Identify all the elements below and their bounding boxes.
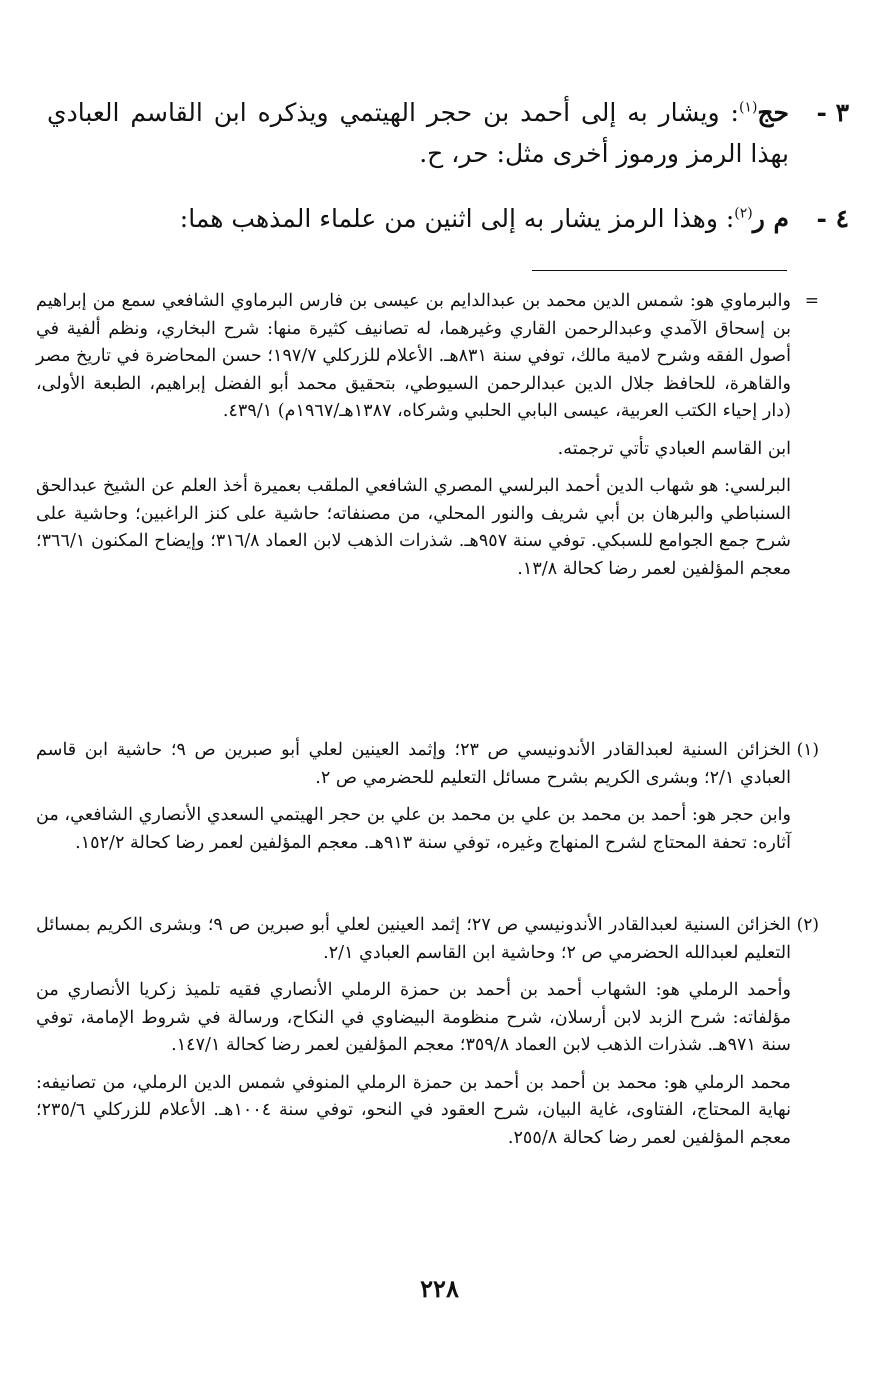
footnote-ref: (٢) [734, 205, 753, 222]
page-number: ٢٢٨ [420, 1274, 459, 1303]
continuation-mark: = [804, 291, 819, 311]
item-number: ٣ - [816, 98, 849, 127]
main-item-3 [47, 92, 849, 174]
footnote-paragraph: وأحمد الرملي هو: الشهاب أحمد بن أحمد بن حمزة الرملي الأنصاري فقيه تلميذ زكريا الأنصاري من مؤلفاته: شرح الزبد لابن أرسلان، شرح منظومة البيضاوي في النكاح، ورسالة في شروط الإمامة، توفي سنة ٩٧١هـ. شذرات الذهب لابن العماد ٣٥٩/٨؛ معجم المؤلفين لعمر رضا كحالة ١٤٧/١. [36, 980, 791, 1055]
footnote-paragraph: وابن حجر هو: أحمد بن محمد بن علي بن محمد بن علي بن حجر الهيتمي السعدي الأنصاري الشافعي، من آثاره: تحفة المحتاج لشرح المنهاج وغيره، توفي سنة ٩١٣هـ. معجم المؤلفين لعمر رضا كحالة ١٥٢/٢. [36, 805, 791, 853]
footnote-separator [532, 270, 787, 271]
main-item-4 [47, 198, 849, 239]
footnote-paragraph: الخزائن السنية لعبدالقادر الأندونيسي ص ٢٣؛ وإثمد العينين لعلي أبو صبرين ص ٩؛ حاشية ابن قاسم العبادي ٢/١؛ وبشرى الكريم بشرح مسائل التعليم للحضرمي ص ٢. [36, 740, 791, 788]
footnote-paragraph: الخزائن السنية لعبدالقادر الأندونيسي ص ٢٧؛ إثمد العينين لعلي أبو صبرين ص ٩؛ وبشرى الكريم بمسائل التعليم لعبدالله الحضرمي ص ٢؛ وحاشية ابن القاسم العبادي ٢/١. [36, 915, 791, 963]
footnote-ref: (١) [738, 99, 758, 116]
footnote-continued [36, 288, 819, 583]
item-text: : وهذا الرمز يشار به إلى اثنين من علماء المذهب هما: [179, 204, 735, 233]
footnote-2 [36, 912, 819, 1152]
footnote-paragraph: ابن القاسم العبادي تأتي ترجمته. [557, 438, 791, 459]
item-number: ٤ - [816, 204, 849, 233]
item-symbol: حج [757, 98, 789, 127]
footnote-mark: (١) [796, 740, 819, 760]
footnote-paragraph: البرلسي: هو شهاب الدين أحمد البرلسي المصري الشافعي الملقب بعميرة أخذ العلم عن الشيخ عبدالحق السنباطي والبرهان بن أبي شريف والنور المحلي، من مصنفاته؛ حاشية على كنز الراغبين؛ وحاشية على شرح جمع الجوامع للسبكي. توفي سنة ٩٥٧هـ. شذرات الذهب لابن العماد ٣١٦/٨؛ وإيضاح المكنون ٣٦٦/١؛ معجم المؤلفين لعمر رضا كحالة ١٣/٨. [36, 476, 791, 579]
footnote-mark: (٢) [796, 915, 819, 935]
footnote-paragraph: والبرماوي هو: شمس الدين محمد بن عبدالدايم بن عيسى بن فارس البرماوي الشافعي سمع من إبراهيم بن إسحاق الآمدي وعبدالرحمن القاري وغيرهما، له تصانيف كثيرة منها: شرح البخاري، ونظم ألفية في أصول الفقه وشرح لامية مالك، توفي سنة ٨٣١هـ. الأعلام للزركلي ١٩٧/٧؛ حسن المحاضرة في تاريخ مصر والقاهرة، للحافظ جلال الدين عبدالرحمن السيوطي، بتحقيق محمد أبو الفضل إبراهيم، الطبعة الأولى، (دار إحياء الكتب العربية، عيسى البابي الحلبي وشركاه، ١٣٨٧هـ/١٩٦٧م) ٤٣٩/١. [36, 291, 791, 421]
footnote-1 [36, 737, 819, 857]
footnote-paragraph: محمد الرملي هو: محمد بن أحمد بن أحمد بن حمزة الرملي المنوفي شمس الدين الرملي، من تصانيفه: نهاية المحتاج، الفتاوى، غاية البيان، شرح العقود في النحو، توفي سنة ١٠٠٤هـ. الأعلام للزركلي ٢٣٥/٦؛ معجم المؤلفين لعمر رضا كحالة ٢٥٥/٨. [36, 1072, 792, 1148]
item-text: : ويشار به إلى أحمد بن حجر الهيتمي ويذكره ابن القاسم العبادي بهذا الرمز ورموز أخرى مثل: حر، ح. [47, 98, 789, 168]
item-symbol: م ر [752, 204, 789, 233]
